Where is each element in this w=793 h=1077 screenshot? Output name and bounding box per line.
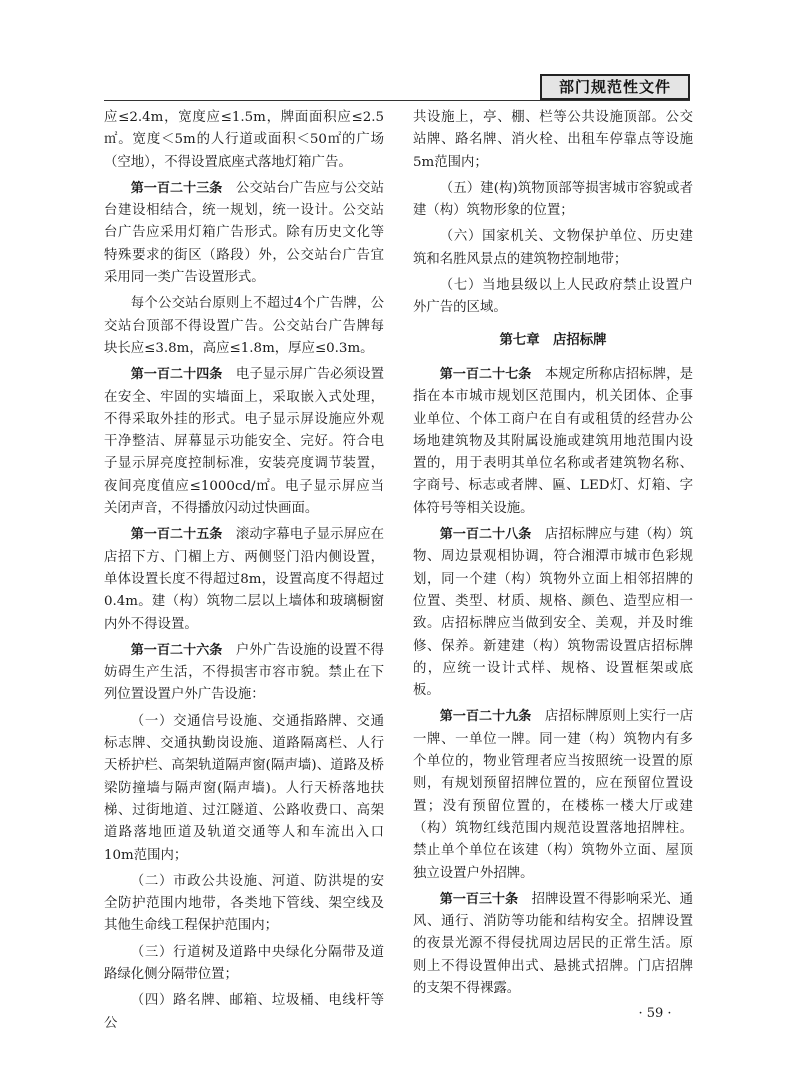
article-text: 电子显示屏广告必须设置在安全、牢固的实墙面上，采取嵌入式处理，不得采取外挂的形式。电子显示屏设施应外观干净整洁、屏幕显示功能安全、完好。符合电子显示屏亮度控制标准，安装亮度调节装置，夜间亮度值应≤1000cd/㎡。电子显示屏应当关闭声音，不得播放闪动过快画面。 — [104, 367, 384, 517]
article-text: 滚动字幕电子显示屏应在店招下方、门楣上方、两侧竖门沿内侧设置，单体设置长度不得超过8m，设置高度不得超过0.4m。建（构）筑物二层以上墙体和玻璃橱窗内外不得设置。 — [104, 527, 384, 632]
article-text: 招牌设置不得影响采光、通风、通行、消防等功能和结构安全。招牌设置的夜景光源不得侵扰周边居民的正常生活。原则上不得设置伸出式、悬挑式招牌。门店招牌的支架不得裸露。 — [413, 891, 693, 996]
list-item-3: （三）行道树及道路中央绿化分隔带及道路绿化侧分隔带位置； — [104, 944, 384, 982]
paragraph-continued: 共设施上，亭、棚、栏等公共设施顶部。公交站牌、路名牌、消火栓、出租车停靠点等设施5m范围内； — [413, 110, 693, 170]
right-column — [413, 107, 693, 1004]
header-rule — [104, 100, 690, 101]
article-text: 店招标牌原则上实行一店一牌、一单位一牌。同一建（构）筑物内有多个单位的，物业管理者应当按照统一设置的原则，有规划预留招牌位置的，应在预留位置设置；没有预留位置的，在楼栋一楼大厅或建（构）筑物红线范围内规范设置落地招牌柱。禁止单个单位在该建（构）筑物外立面、屋顶独立设置户外招牌。 — [413, 709, 693, 881]
article-title: 第一百二十八条 — [439, 527, 532, 543]
list-item-1: （一）交通信号设施、交通指路牌、交通标志牌、交通执勤岗设施、道路隔离栏、人行天桥护栏、高架轨道隔声窗(隔声墙)、道路及桥梁防撞墙与隔声窗(隔声墙)。人行天桥落地扶梯、过街地道、过江隧道、公路收费口、高架道路落地匝道及轨道交通等人和车流出入口10m范围内； — [104, 713, 384, 863]
list-item-5: （五）建(构)筑物顶部等损害城市容貌或者建（构）筑物形象的位置； — [413, 180, 693, 219]
article-129 — [413, 706, 693, 884]
list-item-7: （七）当地县级以上人民政府禁止设置户外广告的区域。 — [413, 278, 693, 316]
article-127 — [413, 364, 693, 520]
list-item-2: （二）市政公共设施、河道、防洪堤的安全防护范围内地带，各类地下管线、架空线及其他生命线工程保护范围内； — [104, 873, 384, 934]
article-126 — [104, 640, 384, 707]
article-title: 第一百二十五条 — [130, 527, 223, 543]
article-text: 店招标牌应与建（构）筑物、周边景观相协调，符合湘潭市城市色彩规划，同一个建（构）筑物外立面上相邻招牌的位置、类型、材质、规格、颜色、造型应相一致。店招标牌应当做到安全、美观，并及时维修、保养。新建建（构）筑物需设置店招标牌的，应统一设计式样、规格、设置框架或底板。 — [413, 527, 693, 699]
article-text: 本规定所称店招标牌，是指在本市城市规划区范围内，机关团体、企事业单位、个体工商户在自有或租赁的经营办公场地建筑物及其附属设施或建筑用地范围内设置的，用于表明其单位名称或者建筑物名称、字商号、标志或者牌、匾、LED灯、灯箱、字体符号等相关设施。 — [413, 366, 693, 516]
article-title: 第一百二十六条 — [130, 642, 223, 658]
article-title: 第一百二十三条 — [130, 180, 223, 196]
article-124 — [104, 364, 384, 520]
article-title: 第一百三十条 — [439, 891, 519, 907]
article-130 — [413, 889, 693, 1000]
left-column — [104, 107, 384, 1039]
page-number: · 59 · — [638, 1006, 672, 1021]
section-title: 部门规范性文件 — [558, 78, 671, 96]
article-text: 公交站台广告应与公交站台建设相结合，统一规划，统一设计。公交站台广告应采用灯箱广告形式。除有历史文化等特殊要求的街区（路段）外，公交站台广告宜采用同一类广告设置形式。 — [104, 180, 384, 286]
list-item-4: （四）路名牌、邮箱、垃圾桶、电线杆等公 — [104, 993, 384, 1031]
article-text: 户外广告设施的设置不得妨碍生产生活，不得损害市容市貌。禁止在下列位置设置户外广告设施： — [104, 642, 384, 703]
article-title: 第一百二十七条 — [439, 366, 532, 382]
article-125 — [104, 524, 384, 635]
list-item-6: （六）国家机关、文物保护单位、历史建筑和名胜风景点的建筑物控制地带； — [413, 229, 693, 267]
chapter-heading: 第七章 店招标牌 — [499, 332, 607, 348]
section-title-box — [540, 74, 690, 100]
article-title: 第一百二十九条 — [439, 709, 532, 725]
article-123 — [104, 178, 384, 289]
article-title: 第一百二十四条 — [130, 367, 223, 383]
article-128 — [413, 524, 693, 702]
paragraph: 每个公交站台原则上不超过4个广告牌，公交站台顶部不得设置广告。公交站台广告牌每块长应≤3.8m，高应≤1.8m，厚应≤0.3m。 — [104, 296, 384, 356]
paragraph-continued: 应≤2.4m，宽度应≤1.5m，牌面面积应≤2.5㎡。宽度＜5m的人行道或面积＜50㎡的广场（空地），不得设置底座式落地灯箱广告。 — [104, 110, 384, 170]
